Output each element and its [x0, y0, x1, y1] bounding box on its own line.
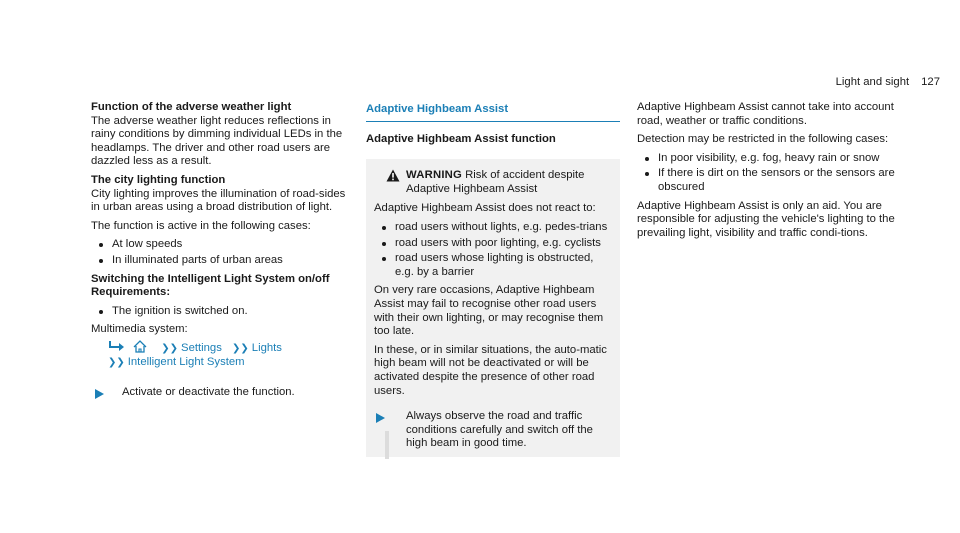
list-item: road users whose lighting is obstructed, e.g. by a barrier — [374, 252, 612, 279]
warning-step-text: Always observe the road and traffic conditions carefully and switch off the high beam in good time. — [406, 410, 593, 450]
list-item: road users with poor lighting, e.g. cyclists — [374, 237, 612, 251]
return-arrow-icon — [108, 341, 125, 352]
warning-list — [374, 221, 612, 279]
page-number: 127 — [921, 76, 940, 88]
para-detection: Detection may be restricted in the following cases: — [637, 133, 889, 146]
warning-title: Risk of accident despite Adaptive Highbeam Assist — [406, 169, 585, 195]
home-icon — [133, 340, 147, 353]
menu-lights[interactable]: Lights — [251, 341, 282, 354]
heading-city-lighting: The city lighting function — [91, 173, 226, 186]
bullet-icon — [382, 242, 386, 246]
menu-path — [91, 340, 353, 356]
chevron-right-icon: ❯❯ — [161, 342, 179, 354]
warning-intro: Adaptive Highbeam Assist does not react to: — [374, 202, 596, 215]
bullet-icon — [645, 172, 649, 176]
instruction-step — [91, 386, 353, 400]
para-city-lighting: City lighting improves the illumination of road-sides in urban areas using a broad distribution of light. — [91, 187, 346, 214]
menu-path-cont — [91, 356, 353, 370]
step-arrow-icon — [376, 413, 385, 423]
bullet-icon — [645, 157, 649, 161]
multimedia-label: Multimedia system: — [91, 323, 188, 336]
detection-list — [637, 152, 899, 195]
warning-label: WARNING — [406, 169, 462, 182]
warning-triangle-icon — [386, 169, 400, 182]
bullet-icon — [99, 310, 103, 314]
list-item: road users without lights, e.g. pedes-trians — [374, 221, 612, 235]
menu-settings[interactable]: Settings — [181, 341, 222, 354]
bullet-icon — [99, 259, 103, 263]
warning-heading — [374, 169, 612, 196]
menu-intelligent-light-system[interactable]: Intelligent Light System — [127, 355, 245, 368]
heading-switching-ils: Switching the Intelligent Light System on/off — [91, 272, 330, 285]
warning-para-1: On very rare occasions, Adaptive Highbeam Assist may fail to recognise other road users with their own lighting, or may recognise them too late. — [374, 284, 604, 338]
step-arrow-icon — [95, 389, 104, 399]
para-adverse-weather: The adverse weather light reduces reflections in rainy conditions by dimming individual LEDs in the headlamps. The driver and other road users are dazzled less as a result. — [91, 114, 343, 168]
requirements-label: Requirements: — [91, 286, 171, 299]
step-bar — [385, 431, 389, 459]
list-item: If there is dirt on the sensors or the sensors are obscured — [637, 167, 899, 194]
para-cannot-account: Adaptive Highbeam Assist cannot take into account road, weather or traffic conditions. — [637, 101, 894, 127]
section-title: Adaptive Highbeam Assist — [366, 103, 509, 115]
chevron-right-icon: ❯❯ — [108, 356, 125, 368]
page-header — [836, 76, 940, 90]
section-name: Light and sight — [835, 76, 910, 88]
list-item: In poor visibility, e.g. fog, heavy rain or snow — [637, 152, 899, 166]
list-item: At low speeds — [91, 238, 353, 252]
para-only-aid: Adaptive Highbeam Assist is only an aid. You are responsible for adjusting the vehicle's lighting to the prevailing light, visibility and traffic condi-tions. — [637, 199, 895, 239]
bullet-icon — [99, 243, 103, 247]
step-text: Activate or deactivate the function. — [122, 386, 295, 399]
section-divider — [366, 121, 620, 122]
para-active-cases: The function is active in the following cases: — [91, 219, 311, 232]
chevron-right-icon: ❯❯ — [232, 342, 249, 354]
warning-step — [374, 410, 612, 451]
warning-para-2: In these, or in similar situations, the auto-matic high beam will not be deactivated or will be activated despite the presence of other road users. — [374, 343, 607, 397]
bullet-icon — [382, 257, 386, 261]
active-cases-list — [91, 238, 353, 267]
list-item: In illuminated parts of urban areas — [91, 254, 353, 268]
subheading-function: Adaptive Highbeam Assist function — [366, 132, 556, 145]
bullet-icon — [382, 226, 386, 230]
column-right — [637, 101, 899, 245]
list-item: The ignition is switched on. — [91, 305, 353, 319]
column-middle — [366, 101, 620, 457]
requirements-list — [91, 305, 353, 319]
column-left — [91, 101, 353, 400]
warning-box — [366, 159, 620, 457]
heading-adverse-weather: Function of the adverse weather light — [91, 101, 292, 113]
